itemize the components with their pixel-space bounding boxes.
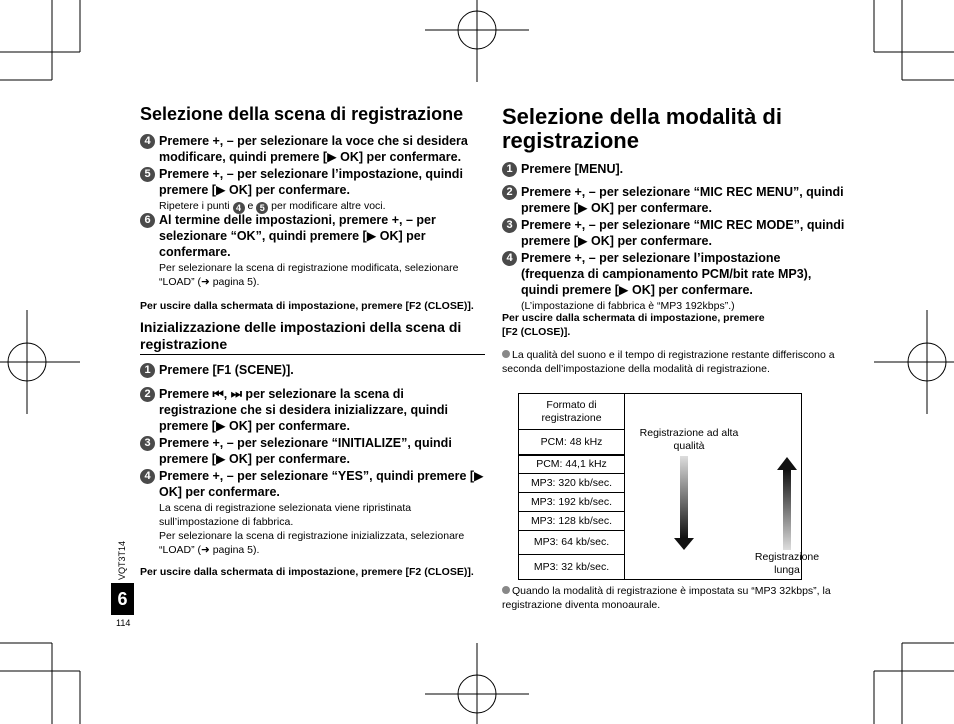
page-number: 114 [116, 618, 131, 628]
step-number-badge: 2 [502, 185, 517, 200]
table-cell: MP3: 64 kb/sec. [519, 531, 625, 555]
down-arrow-icon [669, 454, 699, 554]
exit-note-line: [F2 (CLOSE)]. [502, 326, 571, 338]
document-code: VQT3T14 [117, 540, 127, 580]
right-title: Selezione della modalità di registrazione [502, 104, 782, 153]
exit-note: Per uscire dalla schermata di impostazione, premere [F2 (CLOSE)]. [140, 300, 474, 312]
step-text: Premere +, – per selezionare l’impostazione (frequenza di campionamento PCM/bit rate MP3), quindi premere [▶ OK] per confermare. [521, 251, 812, 297]
exit-note [502, 311, 852, 339]
right-step-2 [502, 184, 847, 216]
note-text: e [244, 200, 257, 212]
bullet-icon [502, 586, 510, 594]
table-cell: PCM: 44,1 kHz [519, 455, 625, 474]
step-text: Premere +, – per selezionare “MIC REC MENU”, quindi premere [▶ OK] per confermare. [521, 185, 844, 215]
step-text: Premere +, – per selezionare l’impostazione, quindi premere [▶ OK] per confermare. [159, 167, 463, 197]
bullet-note [502, 348, 847, 376]
left-init-step-2 [140, 386, 485, 434]
step-number-badge: 6 [140, 213, 155, 228]
exit-note-line: Per uscire dalla schermata di impostazione, premere [502, 312, 765, 324]
step-note: La scena di registrazione selezionata viene ripristinata sull’impostazione di fabbrica. Per selezionare la scena di registrazione inizializzata, selezionare “LOAD” (➜ pagina 5). [159, 502, 465, 556]
inline-step-badge: 5 [256, 202, 268, 214]
step-number-badge: 4 [140, 469, 155, 484]
long-recording-label: Registrazione lunga [754, 551, 820, 576]
table-cell: MP3: 128 kb/sec. [519, 512, 625, 531]
step-text: Premere +, – per selezionare la voce che si desidera modificare, quindi premere [▶ OK] per confermare. [159, 134, 468, 164]
high-quality-label: Registrazione ad alta qualità [639, 427, 739, 452]
left-step-5 [140, 166, 485, 214]
section-tab: 6 [111, 583, 134, 615]
left-title: Selezione della scena di registrazione [140, 104, 464, 124]
left-init-step-1 [140, 362, 485, 378]
step-text: Premere +, – per selezionare “INITIALIZE”, quindi premere [▶ OK] per confermare. [159, 436, 452, 466]
step-text: Premere +, – per selezionare “MIC REC MODE”, quindi premere [▶ OK] per confermare. [521, 218, 845, 248]
exit-note: Per uscire dalla schermata di impostazione, premere [F2 (CLOSE)]. [140, 566, 474, 578]
step-number-badge: 4 [502, 251, 517, 266]
step-number-badge: 3 [502, 218, 517, 233]
step-number-badge: 4 [140, 134, 155, 149]
left-step-6 [140, 212, 485, 289]
table-cell: MP3: 192 kb/sec. [519, 493, 625, 512]
left-init-step-3 [140, 435, 485, 467]
step-note: Per selezionare la scena di registrazione modificata, selezionare “LOAD” (➜ pagina 5). [159, 262, 459, 288]
recording-format-table [518, 393, 820, 580]
note-text: Ripetere i punti [159, 200, 233, 212]
left-init-step-4 [140, 468, 485, 557]
left-step-4 [140, 133, 485, 165]
subsection-title: Inizializzazione delle impostazioni della scena di registrazione [140, 319, 485, 355]
step-text: Premere ⏮, ⏭ per selezionare la scena di registrazione che si desidera inizializzare, quindi premere [▶ OK] per confermare. [159, 387, 448, 433]
step-number-badge: 2 [140, 387, 155, 402]
right-step-3 [502, 217, 847, 249]
step-note: (L’impostazione di fabbrica è “MP3 192kbps”.) [521, 300, 735, 312]
step-text: Al termine delle impostazioni, premere +, – per selezionare “OK”, quindi premere [▶ OK] per confermare. [159, 213, 436, 259]
bullet-text: Quando la modalità di registrazione è impostata su “MP3 32kbps”, la registrazione diventa monoaurale. [502, 585, 831, 611]
bullet-text: La qualità del suono e il tempo di registrazione restante differiscono a seconda dell’impostazione della modalità di registrazione. [502, 349, 835, 375]
bullet-note [502, 584, 852, 612]
table-cell: MP3: 320 kb/sec. [519, 474, 625, 493]
table-cell: PCM: 48 kHz [519, 430, 625, 455]
up-arrow-icon [772, 454, 802, 554]
bullet-icon [502, 350, 510, 358]
step-number-badge: 5 [140, 167, 155, 182]
step-number-badge: 3 [140, 436, 155, 451]
table-cell: MP3: 32 kb/sec. [519, 555, 625, 579]
step-text: Premere [F1 (SCENE)]. [159, 363, 294, 377]
step-number-badge: 1 [502, 162, 517, 177]
right-step-1 [502, 161, 847, 177]
inline-step-badge: 4 [233, 202, 245, 214]
right-step-4 [502, 250, 847, 313]
table-header-cell: Formato di registrazione [519, 394, 625, 430]
step-text: Premere +, – per selezionare “YES”, quindi premere [▶ OK] per confermare. [159, 469, 484, 499]
step-text: Premere [MENU]. [521, 162, 624, 176]
note-text: per modificare altre voci. [268, 200, 386, 212]
step-number-badge: 1 [140, 363, 155, 378]
